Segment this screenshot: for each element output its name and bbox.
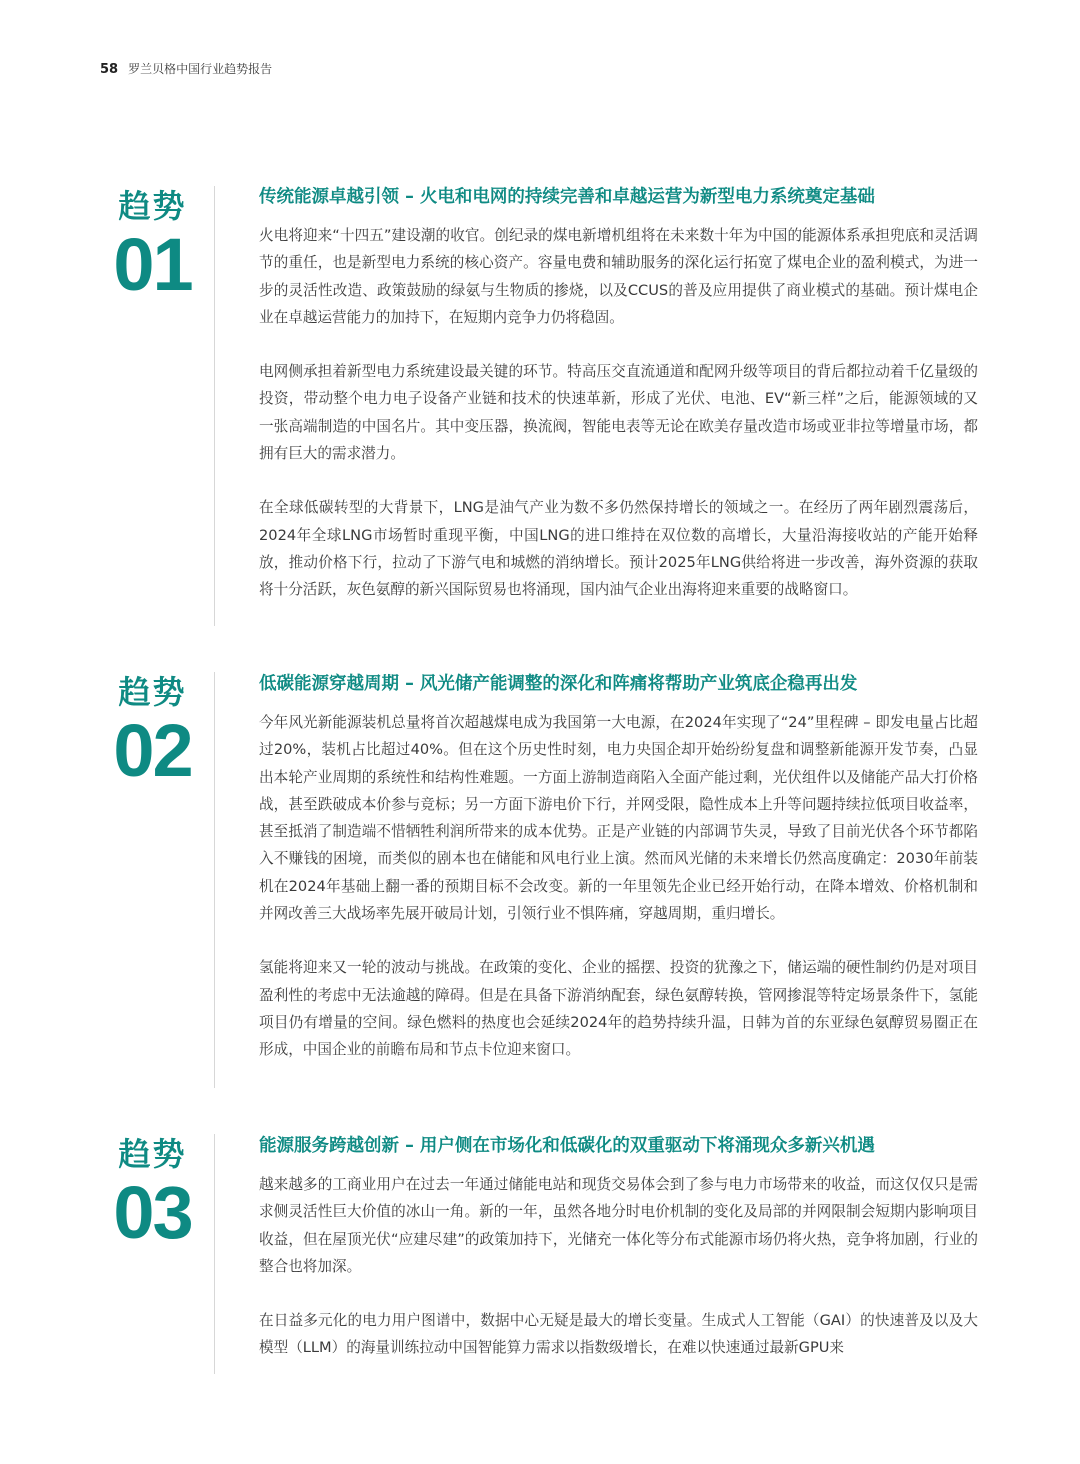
trend-heading: 能源服务跨越创新 – 用户侧在市场化和低碳化的双重驱动下将涌现众多新兴机遇 xyxy=(259,1136,875,1156)
trend-number: 03 xyxy=(113,1171,192,1254)
trend-label xyxy=(105,672,200,792)
trend-word: 趋势 xyxy=(118,187,187,225)
trend-label xyxy=(105,186,200,306)
trend-heading: 低碳能源穿越周期 – 风光储产能调整的深化和阵痛将帮助产业筑底企稳再出发 xyxy=(259,674,858,694)
paragraph: 氢能将迎来又一轮的波动与挑战。在政策的变化、企业的摇摆、投资的犹豫之下，储运端的硬性制约仍是对项目盈利性的考虑中无法逾越的障碍。但是在具备下游消纳配套，绿色氨醇转换，管网掺混等特定场景条件下，氢能项目仍有增量的空间。绿色燃料的热度也会延续2024年的趋势持续升温，日韩为首的东亚绿色氨醇贸易圈正在形成，中国企业的前瞻布局和节点卡位迎来窗口。 xyxy=(259,959,978,1059)
trend-label xyxy=(105,1134,200,1254)
report-title: 罗兰贝格中国行业趋势报告 xyxy=(128,62,273,76)
trend-content xyxy=(259,1133,978,1389)
paragraph: 火电将迎来“十四五”建设潮的收官。创纪录的煤电新增机组将在未来数十年为中国的能源体系承担兜底和灵活调节的重任，也是新型电力系统的核心资产。容量电费和辅助服务的深化运行拓宽了煤电企业的盈利模式，为进一步的灵活性改造、政策鼓励的绿氨与生物质的掺烧，以及CCUS的普及应用提供了商业模式的基础。预计煤电企业在卓越运营能力的加持下，在短期内竞争力仍将稳固。 xyxy=(259,227,978,326)
paragraph: 越来越多的工商业用户在过去一年通过储能电站和现货交易体会到了参与电力市场带来的收益，而这仅仅只是需求侧灵活性巨大价值的冰山一角。新的一年，虽然各地分时电价机制的变化及局部的并网限制会短期内影响项目收益，但在屋顶光伏“应建尽建”的政策加持下，光储充一体化等分布式能源市场仍将火热，竞争将加剧，行业的整合也将加深。 xyxy=(259,1176,978,1275)
trend-word: 趋势 xyxy=(118,1135,187,1173)
trend-content xyxy=(259,671,978,1091)
section-divider-line xyxy=(214,186,215,626)
paragraph: 在日益多元化的电力用户图谱中，数据中心无疑是最大的增长变量。生成式人工智能（GAI）的快速普及以及大模型（LLM）的海量训练拉动中国智能算力需求以指数级增长，在难以快速通过最新GPU来 xyxy=(259,1312,978,1357)
trend-word: 趋势 xyxy=(118,673,187,711)
trend-number: 02 xyxy=(113,709,192,792)
trend-content xyxy=(259,184,978,631)
section-divider-line xyxy=(214,672,215,1088)
paragraph: 电网侧承担着新型电力系统建设最关键的环节。特高压交直流通道和配网升级等项目的背后都拉动着千亿量级的投资，带动整个电力电子设备产业链和技术的快速革新，形成了光伏、电池、EV“新三样”之后，能源领域的又一张高端制造的中国名片。其中变压器，换流阀，智能电表等无论在欧美存量改造市场或亚非拉等增量市场，都拥有巨大的需求潜力。 xyxy=(259,363,978,463)
trend-heading: 传统能源卓越引领 – 火电和电网的持续完善和卓越运营为新型电力系统奠定基础 xyxy=(259,187,875,207)
trend-number: 01 xyxy=(113,223,192,306)
paragraph: 在全球低碳转型的大背景下，LNG是油气产业为数不多仍然保持增长的领域之一。在经历了两年剧烈震荡后，2024年全球LNG市场暂时重现平衡，中国LNG的进口维持在双位数的高增长，大量沿海接收站的产能开始释放，推动价格下行，拉动了下游气电和城燃的消纳增长。预计2025年LNG供给将进一步改善，海外资源的获取将十分活跃，灰色氨醇的新兴国际贸易也将涌现，国内油气企业出海将迎来重要的战略窗口。 xyxy=(259,499,978,599)
section-divider-line xyxy=(214,1134,215,1374)
page-number: 58 xyxy=(100,62,119,77)
page-header xyxy=(100,60,272,77)
paragraph: 今年风光新能源装机总量将首次超越煤电成为我国第一大电源，在2024年实现了“24”里程碑 – 即发电量占比超过20%，装机占比超过40%。但在这个历史性时刻，电力央国企却开始纷纷复盘和调整新能源开发节奏，凸显出本轮产业周期的系统性和结构性难题。一方面上游制造商陷入全面产能过剩，光伏组件以及储能产品大打价格战，甚至跌破成本价参与竞标；另一方面下游电价下行，并网受限，隐性成本上升等问题持续拉低项目收益率，甚至抵消了制造端不惜牺牲利润所带来的成本优势。正是产业链的内部调节失灵，导致了目前光伏各个环节都陷入不赚钱的困境，而类似的剧本也在储能和风电行业上演。然而风光储的未来增长仍然高度确定：2030年前装机在2024年基础上翻一番的预期目标不会改变。新的一年里领先企业已经开始行动，在降本增效、价格机制和并网改善三大战场率先展开破局计划，引领行业不惧阵痛，穿越周期，重归增长。 xyxy=(259,714,978,923)
